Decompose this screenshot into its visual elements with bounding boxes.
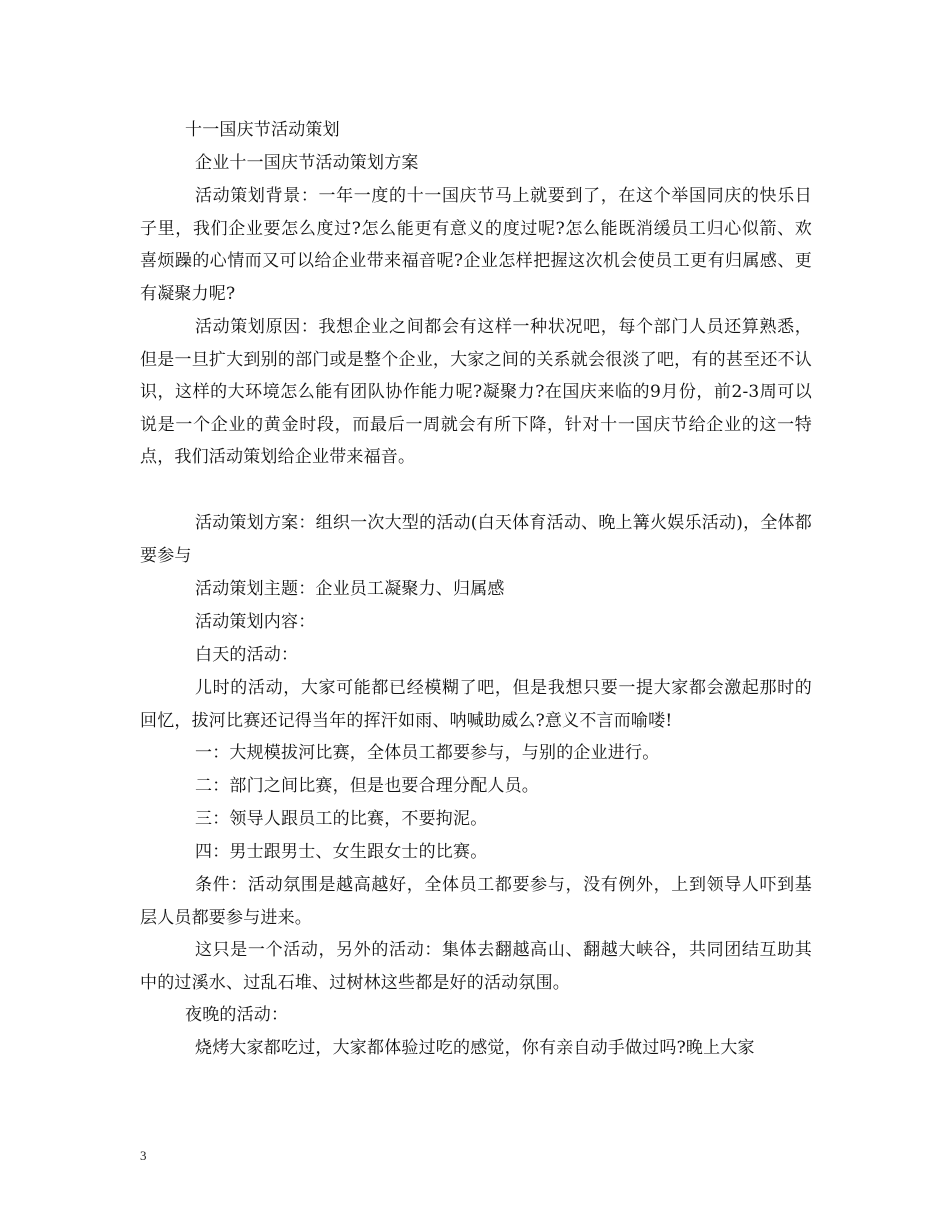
paragraph-content-heading: 活动策划内容： [195, 612, 316, 632]
paragraph-barbecue: 烧烤大家都吃过，大家都体验过吃的感觉，你有亲自动手做过吗?晚上大家 [195, 1038, 755, 1058]
list-item-four: 四：男士跟男士、女生跟女士的比赛。 [195, 842, 488, 862]
paragraph-reason: 活动策划原因：我想企业之间都会有这样一种状况吧，每个部门人员还算熟悉，但是一旦扩大到别的部门或是整个企业，大家之间的关系就会很淡了吧，有的甚至还不认识，这样的大环境怎么能有团队协作能力呢?凝聚力?在国庆来临的9月份，前2-3周可以说是一个企业的黄金时段，而最后一周就会有所下降，针对十一国庆节给企业的这一特点，我们活动策划给企业带来福音。 [140, 317, 812, 467]
paragraph-evening-heading: 夜晚的活动： [185, 1005, 289, 1025]
paragraph-childhood: 儿时的活动，大家可能都已经模糊了吧，但是我想只要一提大家都会激起那时的回忆，拔河比赛还记得当年的挥汗如雨、呐喊助威么?意义不言而喻喽! [140, 678, 812, 731]
list-item-three: 三：领导人跟员工的比赛，不要拘泥。 [195, 809, 488, 829]
paragraph-background: 活动策划背景：一年一度的十一国庆节马上就要到了，在这个举国同庆的快乐日子里，我们企业要怎么度过?怎么能更有意义的度过呢?怎么能既消缓员工归心似箭、欢喜烦躁的心情而又可以给企业带来福音呢?企业怎样把握这次机会使员工更有归属感、更有凝聚力呢? [140, 186, 812, 304]
list-item-two: 二：部门之间比赛，但是也要合理分配人员。 [195, 776, 539, 796]
paragraph-subtitle: 企业十一国庆节活动策划方案 [195, 153, 419, 173]
paragraph-conditions: 条件：活动氛围是越高越好，全体员工都要参与，没有例外，上到领导人吓到基层人员都要参与进来。 [140, 875, 812, 928]
page-number: 3 [140, 1148, 147, 1163]
paragraph-daytime-heading: 白天的活动： [195, 645, 299, 665]
paragraph-plan: 活动策划方案：组织一次大型的活动(白天体育活动、晚上篝火娱乐活动)，全体都要参与 [140, 513, 812, 566]
list-item-one: 一：大规模拔河比赛，全体员工都要参与，与别的企业进行。 [195, 743, 660, 763]
document-title: 十一国庆节活动策划 [185, 120, 340, 140]
paragraph-other-activities: 这只是一个活动，另外的活动：集体去翻越高山、翻越大峡谷，共同团结互助其中的过溪水、过乱石堆、过树林这些都是好的活动氛围。 [140, 940, 812, 993]
paragraph-theme: 活动策划主题：企业员工凝聚力、归属感 [195, 579, 505, 599]
